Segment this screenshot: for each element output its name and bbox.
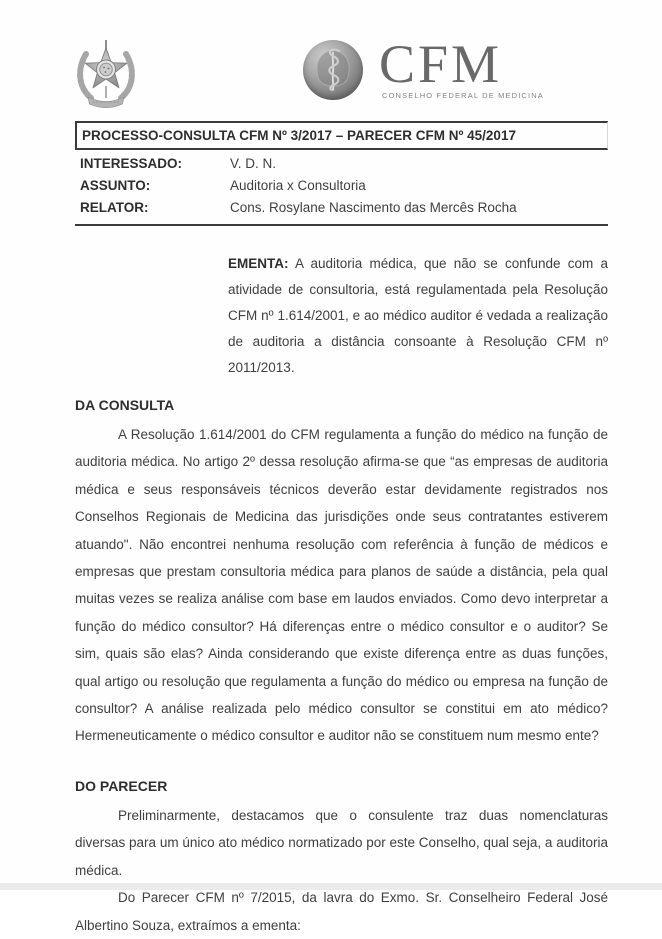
section-da-consulta xyxy=(75,396,608,750)
cfm-acronym: CFM xyxy=(379,34,503,94)
table-row-relator xyxy=(75,197,608,219)
cfm-logo xyxy=(303,34,544,100)
ementa-block xyxy=(228,251,608,381)
paragraph: Preliminarmente, destacamos que o consulente traz duas nomenclaturas diversas para um único ato médico normatizado por este Conselho, qual seja, a auditoria médica. xyxy=(75,807,608,878)
process-title: PROCESSO-CONSULTA CFM Nº 3/2017 – PARECER CFM Nº 45/2017 xyxy=(75,121,608,150)
paragraph: Do Parecer CFM nº 7/2015, da lavra do Exmo. Sr. Conselheiro Federal José Albertino Souza, extraímos a ementa: xyxy=(75,890,608,933)
case-header-table xyxy=(75,121,608,226)
paragraph: A Resolução 1.614/2001 do CFM regulamenta a função do médico na função de auditoria médica. No artigo 2º dessa resolução afirma-se que “as empresas de auditoria médica e seus responsáveis técnicos deverão estar devidamente registrados nos Conselhos Regionais de Medicina das jurisdições onde seus contratantes estiverem atuando". Não encontrei nenhuma resolução com referência à função de médicos e empresas que prestam consultoria médica para planos de saúde a distância, pela qual muitas vezes se realiza análise com base em laudos enviados. Como devo interpretar a função do médico consultor? Há diferenças entre o médico consultor e o auditor? Se sim, quais são elas? Ainda considerando que existe diferença entre as duas funções, qual artigo ou resolução que regulamenta a função do médico ou empresa na função de consultor? A análise realizada pelo médico consultor se constitui em ato médico? Hermeneuticamente o médico consultor e auditor não se constituem num mesmo ente? xyxy=(75,427,608,744)
row-value: V. D. N. xyxy=(230,156,277,171)
asclepius-staff-icon xyxy=(303,40,363,100)
row-value: Auditoria x Consultoria xyxy=(230,178,366,193)
table-row-assunto xyxy=(75,175,608,197)
ementa-paragraph xyxy=(228,251,608,381)
row-label: ASSUNTO: xyxy=(80,178,151,193)
row-label: RELATOR: xyxy=(80,200,149,215)
cfm-wordmark xyxy=(379,34,544,100)
page-edge-divider xyxy=(0,883,662,890)
section-heading: DA CONSULTA xyxy=(75,397,175,413)
row-label: INTERESSADO: xyxy=(80,156,183,171)
document-body xyxy=(75,121,608,939)
row-value: Cons. Rosylane Nascimento das Mercês Rocha xyxy=(230,200,517,215)
document-header xyxy=(0,0,662,114)
ementa-label: EMENTA: xyxy=(228,256,289,271)
case-rows xyxy=(75,150,608,226)
cfm-subtitle: CONSELHO FEDERAL DE MEDICINA xyxy=(382,91,544,100)
section-heading: DO PARECER xyxy=(75,777,168,794)
ementa-text: A auditoria médica, que não se confunde com a atividade de consultoria, está regulamentada pela Resolução CFM nº 1.614/2001, e ao médico auditor é vedada a realização de auditoria a distância consoante à Resolução CFM nº 2011/2013. xyxy=(228,256,608,375)
brazil-coat-of-arms-icon xyxy=(75,36,137,114)
section-do-parecer xyxy=(75,777,608,939)
table-row-interessado xyxy=(75,153,608,175)
